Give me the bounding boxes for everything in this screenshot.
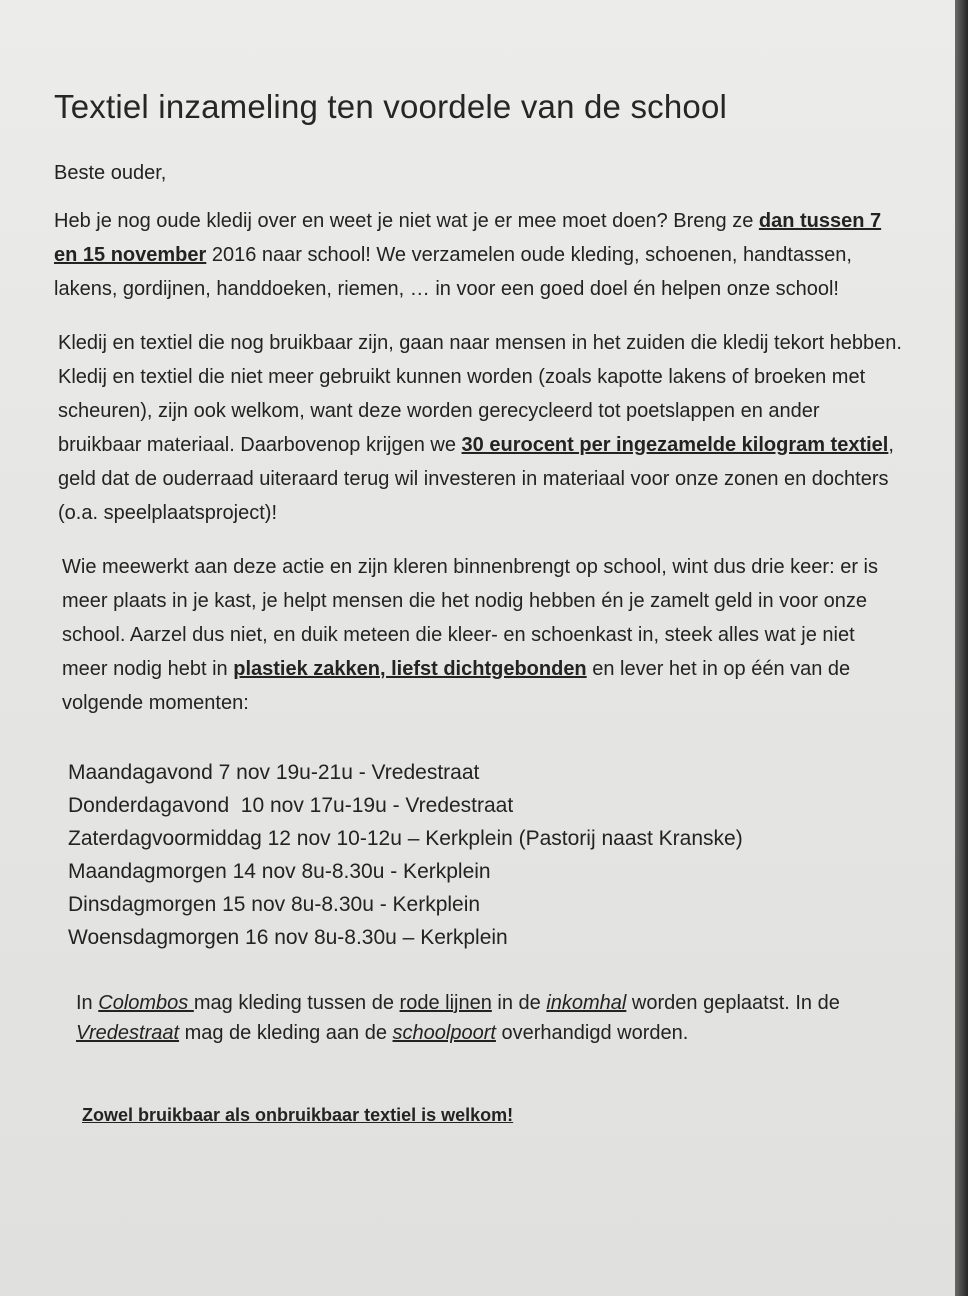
schedule-item: Donderdagavond 10 nov 17u-19u - Vredestraat <box>68 794 514 817</box>
paragraph-locations <box>76 988 905 1048</box>
locations-text: overhandigd worden. <box>495 1022 689 1044</box>
intro-date-highlight: dan tussen 7 en 15 november <box>54 210 882 266</box>
locations-text: mag de kleding aan de <box>179 1022 393 1044</box>
schedule-item: Maandagmorgen 14 nov 8u-8.30u - Kerkplein <box>68 860 491 883</box>
location-entrance-hall: inkomhal <box>546 992 627 1014</box>
paragraph-purpose-text: Kledij en textiel die nog bruikbaar zijn, gaan naar mensen in het zuiden die kledij tekort hebben. Kledij en textiel die niet meer gebruikt kunnen worden (zoals kapotte lakens of broeken met scheuren), zijn ook welkom, want deze worden gerecycleerd tot poetslappen en ander bruikbaar materiaal. Daarbovenop krijgen we <box>58 332 902 456</box>
purpose-amount-highlight: 30 eurocent per ingezamelde kilogram textiel <box>461 434 889 456</box>
document-title: Textiel inzameling ten voordele van de school <box>54 88 728 125</box>
schedule-item: Maandagavond 7 nov 19u-21u - Vredestraat <box>68 761 480 784</box>
paragraph-intro <box>54 204 905 306</box>
schedule-item: Zaterdagvoormiddag 12 nov 10-12u – Kerkplein (Pastorij naast Kranske) <box>68 827 743 850</box>
instructions-bags-highlight: plastiek zakken, liefst dichtgebonden <box>233 658 587 680</box>
paragraph-intro-text-end: 2016 naar school! We verzamelen oude kleding, schoenen, handtassen, lakens, gordijnen, handdoeken, riemen, … in voor een goed doel én helpen onze school! <box>54 244 852 300</box>
schedule-item: Dinsdagmorgen 15 nov 8u-8.30u - Kerkplein <box>68 893 481 916</box>
schedule-item: Woensdagmorgen 16 nov 8u-8.30u – Kerkplein <box>68 926 508 949</box>
paragraph-purpose-text-end: , geld dat de ouderraad uiteraard terug wil investeren in materiaal voor onze zonen en dochters (o.a. speelplaatsproject)! <box>58 434 894 524</box>
location-red-lines: rode lijnen <box>399 992 492 1014</box>
greeting: Beste ouder, <box>54 162 167 184</box>
location-colombos: Colombos <box>98 992 194 1014</box>
locations-text: in de <box>491 992 547 1014</box>
locations-text: mag kleding tussen de <box>193 992 400 1014</box>
paragraph-instructions-text-end: en lever het in op één van de volgende momenten: <box>62 658 851 714</box>
page-edge-shadow <box>955 0 968 1296</box>
paragraph-purpose <box>58 326 905 530</box>
closing-statement: Zowel bruikbaar als onbruikbaar textiel is welkom! <box>82 1105 514 1125</box>
paragraph-instructions <box>62 550 905 720</box>
locations-text: In <box>76 992 99 1014</box>
paragraph-intro-text: Heb je nog oude kledij over en weet je niet wat je er mee moet doen? Breng ze <box>54 210 759 232</box>
location-school-gate: schoolpoort <box>392 1022 496 1044</box>
locations-text: worden geplaatst. In de <box>626 992 840 1014</box>
location-vredestraat: Vredestraat <box>76 1022 180 1044</box>
schedule-list <box>68 756 905 954</box>
paragraph-instructions-text: Wie meewerkt aan deze actie en zijn kleren binnenbrengt op school, wint dus drie keer: er is meer plaats in je kast, je helpt mensen die het nodig hebben én je zamelt geld in voor onze school. Aarzel dus niet, en duik meteen die kleer- en schoenkast in, steek alles wat je niet meer nodig hebt in <box>62 556 878 680</box>
